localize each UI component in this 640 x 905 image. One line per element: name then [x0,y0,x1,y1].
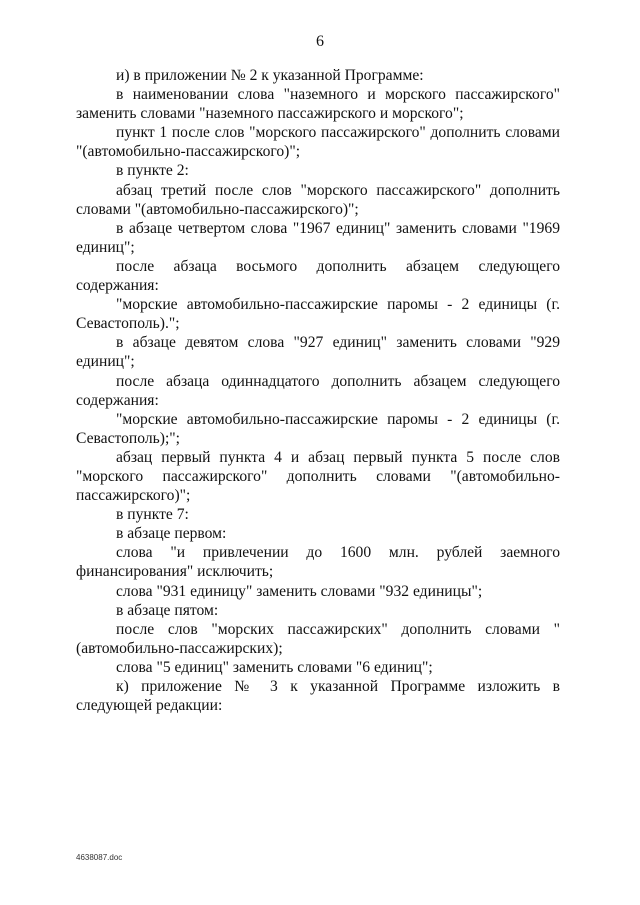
paragraph: абзац первый пункта 4 и абзац первый пункта 5 после слов "морского пассажирского" дополнить словами "(автомобильно-пассажирского)"; [76,448,560,505]
paragraph: в абзаце девятом слова "927 единиц" заменить словами "929 единиц"; [76,334,560,371]
paragraph: слова "и привлечении до 1600 млн. рублей заемного финансирования" исключить; [76,544,560,581]
paragraph: в абзаце первом: [116,525,227,543]
paragraph: после слов "морских пассажирских" дополнить словами "(автомобильно-пассажирских); [76,620,560,657]
paragraph: слова "931 единицу" заменить словами "932 единицы"; [116,582,483,600]
footer-filename: 4638087.doc [76,853,123,862]
paragraph: в абзаце четвертом слова "1967 единиц" заменить словами "1969 единиц"; [76,219,560,256]
paragraph: в абзаце пятом: [116,601,219,619]
paragraph: слова "5 единиц" заменить словами "6 единиц"; [116,658,433,676]
paragraph: "морские автомобильно-пассажирские паромы - 2 единицы (г. Севастополь)."; [76,296,560,333]
paragraph: к) приложение № 3 к указанной Программе изложить в следующей редакции: [76,678,560,715]
paragraph: "морские автомобильно-пассажирские паромы - 2 единицы (г. Севастополь);"; [76,410,560,447]
paragraph: и) в приложении № 2 к указанной Программе: [116,67,424,84]
paragraph: после абзаца одиннадцатого дополнить абзацем следующего содержания: [76,372,560,409]
paragraph: в пункте 2: [116,162,189,180]
paragraph: абзац третий после слов "морского пассажирского" дополнить словами "(автомобильно-пассажирского)"; [76,181,560,218]
paragraph: после абзаца восьмого дополнить абзацем следующего содержания: [76,257,560,295]
paragraph: пункт 1 после слов "морского пассажирского" дополнить словами "(автомобильно-пассажирского)"; [76,124,560,161]
page-number: 6 [316,33,324,50]
paragraph: в наименовании слова "наземного и морского пассажирского" заменить словами "наземного пассажирского и морского"; [76,86,560,123]
paragraph: в пункте 7: [116,506,189,524]
document-body [76,66,560,715]
